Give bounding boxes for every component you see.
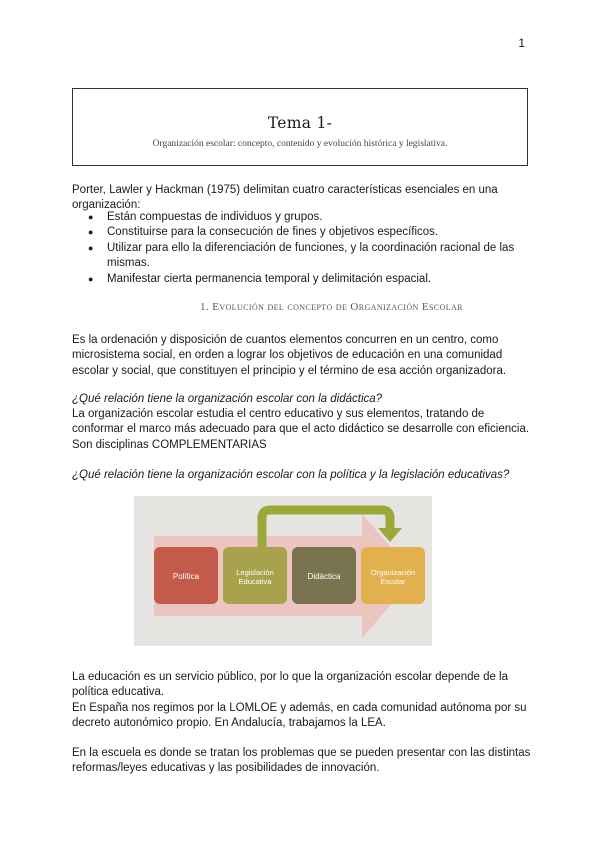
page-title: Tema 1- <box>267 114 333 132</box>
characteristics-list <box>72 210 532 287</box>
page-number: 1 <box>518 36 525 50</box>
page-subtitle: Organización escolar: concepto, contenido y evolución histórica y legislativa. <box>152 139 448 149</box>
answer-didactica: La organización escolar estudia el centro educativo y sus elementos, tratando de conformar el marco más adecuado para que el acto didáctico se desarrolle con eficiencia. <box>72 408 530 436</box>
title-box <box>72 88 528 166</box>
box-didactica-label: Didáctica <box>307 572 341 581</box>
list-item: ● Constituirse para la consecución de fines y objetivos específicos. <box>72 225 532 240</box>
box-politica-label: Política <box>172 572 200 581</box>
list-item: ● Utilizar para ello la diferenciación de funciones, y la coordinación racional de las mismas. <box>72 241 532 272</box>
section-heading: 1. Evolución del concepto de Organización Escolar <box>200 301 463 313</box>
box-organizacion-label: Organización Escolar <box>370 568 416 586</box>
box-legislacion-label: Legislación Educativa <box>236 568 274 586</box>
diagram-graphic <box>134 496 432 646</box>
closing-paragraph-1: La educación es un servicio público, por lo que la organización escolar depende de la política educativa. <box>72 671 509 699</box>
relationship-diagram <box>134 496 432 646</box>
list-item: ● Manifestar cierta permanencia temporal y delimitación espacial. <box>72 272 532 287</box>
complementarias-note: Son disciplinas COMPLEMENTARIAS <box>72 439 267 451</box>
list-item: ● Están compuestas de individuos y grupos. <box>72 210 532 225</box>
intro-paragraph: Porter, Lawler y Hackman (1975) delimitan cuatro características esenciales en una organización: <box>72 184 498 212</box>
question-politica: ¿Qué relación tiene la organización escolar con la política y la legislación educativas? <box>72 469 510 481</box>
question-didactica: ¿Qué relación tiene la organización escolar con la didáctica? <box>72 393 383 405</box>
closing-paragraph-2: En España nos regimos por la LOMLOE y además, en cada comunidad autónoma por su decreto autonómico propio. En Andalucía, trabajamos la LEA. <box>72 702 527 730</box>
closing-paragraph-3: En la escuela es donde se tratan los problemas que se pueden presentar con las distintas reformas/leyes educativas y las posibilidades de innovación. <box>72 747 531 775</box>
definition-paragraph: Es la ordenación y disposición de cuantos elementos concurren en un centro, como microsistema social, en orden a lograr los objetivos de educación en una comunidad escolar y social, que constituyen el principio y el término de esa acción organizadora. <box>72 334 507 377</box>
